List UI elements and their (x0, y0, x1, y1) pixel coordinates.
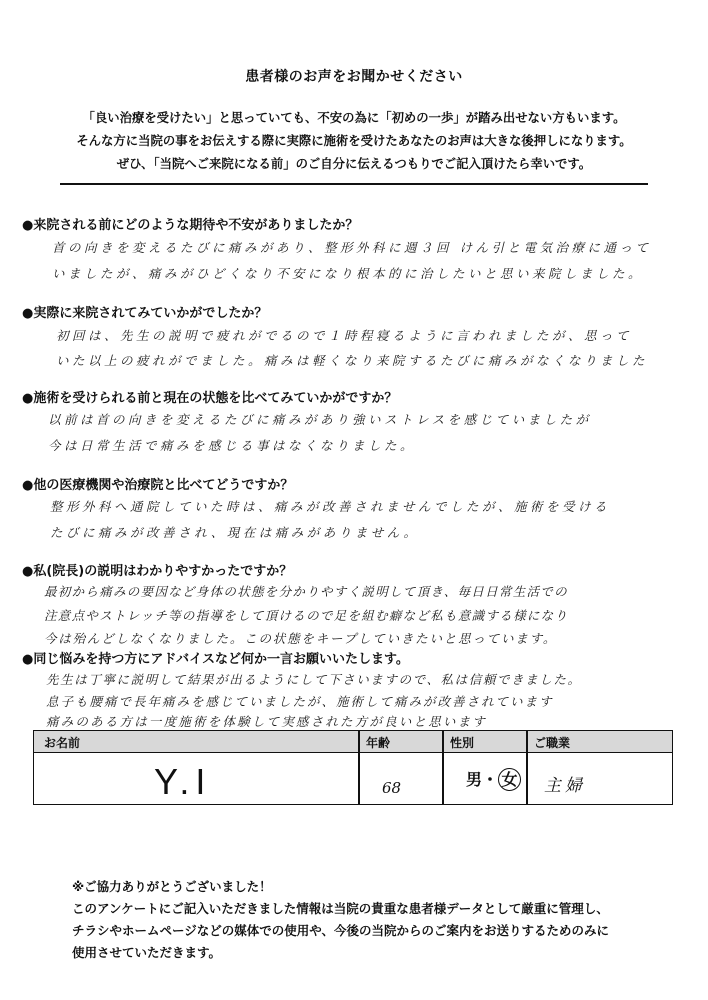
intro-line-3: ぜひ、「当院へご来院になる前」のご自分に伝えるつもりでご記入頂けたら幸いです。 (116, 156, 592, 171)
question-3-label: ●施術を受けられる前と現在の状態を比べてみていかがですか？ (22, 391, 398, 406)
name-header: お名前 (44, 736, 81, 750)
column-divider (442, 731, 444, 804)
patient-info-table (33, 730, 673, 805)
header-divider (60, 183, 648, 185)
question-4-answer-line-2: たびに痛みが改善され、現在は痛みがありません。 (50, 525, 420, 540)
gender-separator: ・ (482, 770, 499, 789)
question-2-label: ●実際に来院されてみていかがでしたか？ (22, 306, 268, 321)
question-4-answer-line-1: 整形外科へ通院していた時は、痛みが改善されませんでしたが、施術を受ける (50, 499, 611, 514)
intro-line-1: 「良い治療を受けたい」と思っていても、不安の為に「初めの一歩」が踏み出せない方もいます。 (82, 110, 626, 125)
question-1-answer-line-1: 首の向きを変えるたびに痛みがあり、整形外科に週３回 けん引と電気治療に通って (52, 240, 652, 255)
question-6-label: ●同じ悩みを持つ方にアドバイスなど何か一言お願いいたします。 (22, 652, 409, 667)
footer-line-1: このアンケートにご記入いただきました情報は当院の貴重な患者様データとして厳重に管理し、 (72, 901, 609, 916)
job-header: ご職業 (534, 736, 571, 750)
name-value: Y.I (154, 761, 212, 802)
question-1-answer-line-2: いましたが、痛みがひどくなり不安になり根本的に治したいと思い来院しました。 (52, 266, 645, 281)
gender-value (466, 767, 521, 791)
question-5-label: ●私(院長)の説明はわかりやすかったですか？ (22, 564, 293, 579)
age-value: 68 (382, 779, 402, 797)
footer-line-2: チラシやホームページなどの媒体での使用や、今後の当院からのご案内をお送りするためのみに (72, 923, 610, 938)
question-3-answer-line-1: 以前は首の向きを変えるたびに痛みがあり強いストレスを感じていましたが (48, 412, 592, 427)
question-6-answer-line-3: 痛みのある方は一度施術を体験して実感された方が良いと思います (46, 714, 488, 729)
footer-thanks: ※ご協力ありがとうございました！ (72, 879, 272, 894)
table-header-row (34, 731, 672, 753)
question-3-answer-line-2: 今は日常生活で痛みを感じる事はなくなりました。 (48, 438, 417, 453)
gender-male-option: 男 (466, 770, 483, 789)
question-2-answer-line-2: いた以上の疲れがでました。痛みは軽くなり来院するたびに痛みがなくなりました (56, 353, 649, 368)
question-1-label: ●来院される前にどのような期待や不安がありましたか？ (22, 218, 359, 233)
column-divider (358, 731, 360, 804)
question-4-label: ●他の医療機関や治療院と比べてどうですか？ (22, 478, 294, 493)
intro-line-2: そんな方に当院の事をお伝えする際に実際に施術を受けたあなたのお声は大きな後押しになります。 (76, 133, 632, 148)
page-title: 患者様のお声をお聞かせください (245, 69, 463, 85)
gender-female-circled: 女 (498, 768, 521, 791)
question-6-answer-line-1: 先生は丁寧に説明して結果が出るようにして下さいますので、私は信頼できました。 (46, 672, 582, 687)
question-2-answer-line-1: 初回は、先生の説明で疲れがでるので１時程寝るように言われましたが、思って (56, 328, 633, 343)
job-value: 主婦 (544, 776, 586, 796)
question-5-answer-line-3: 今は殆んどしなくなりました。この状態をキープしていきたいと思っています。 (44, 631, 558, 646)
question-6-answer-line-2: 息子も腰痛で長年痛みを感じていましたが、施術して痛みが改善されています (46, 694, 554, 709)
gender-header: 性別 (450, 736, 475, 750)
question-5-answer-line-1: 最初から痛みの要因など身体の状態を分かりやすく説明して頂き、毎日日常生活での (44, 584, 568, 599)
column-divider (526, 731, 528, 804)
age-header: 年齢 (366, 736, 391, 750)
question-5-answer-line-2: 注意点やストレッチ等の指導をして頂けるので足を組む癖など私も意識する様になり (44, 608, 569, 623)
footer-line-3: 使用させていただきます。 (72, 945, 222, 960)
